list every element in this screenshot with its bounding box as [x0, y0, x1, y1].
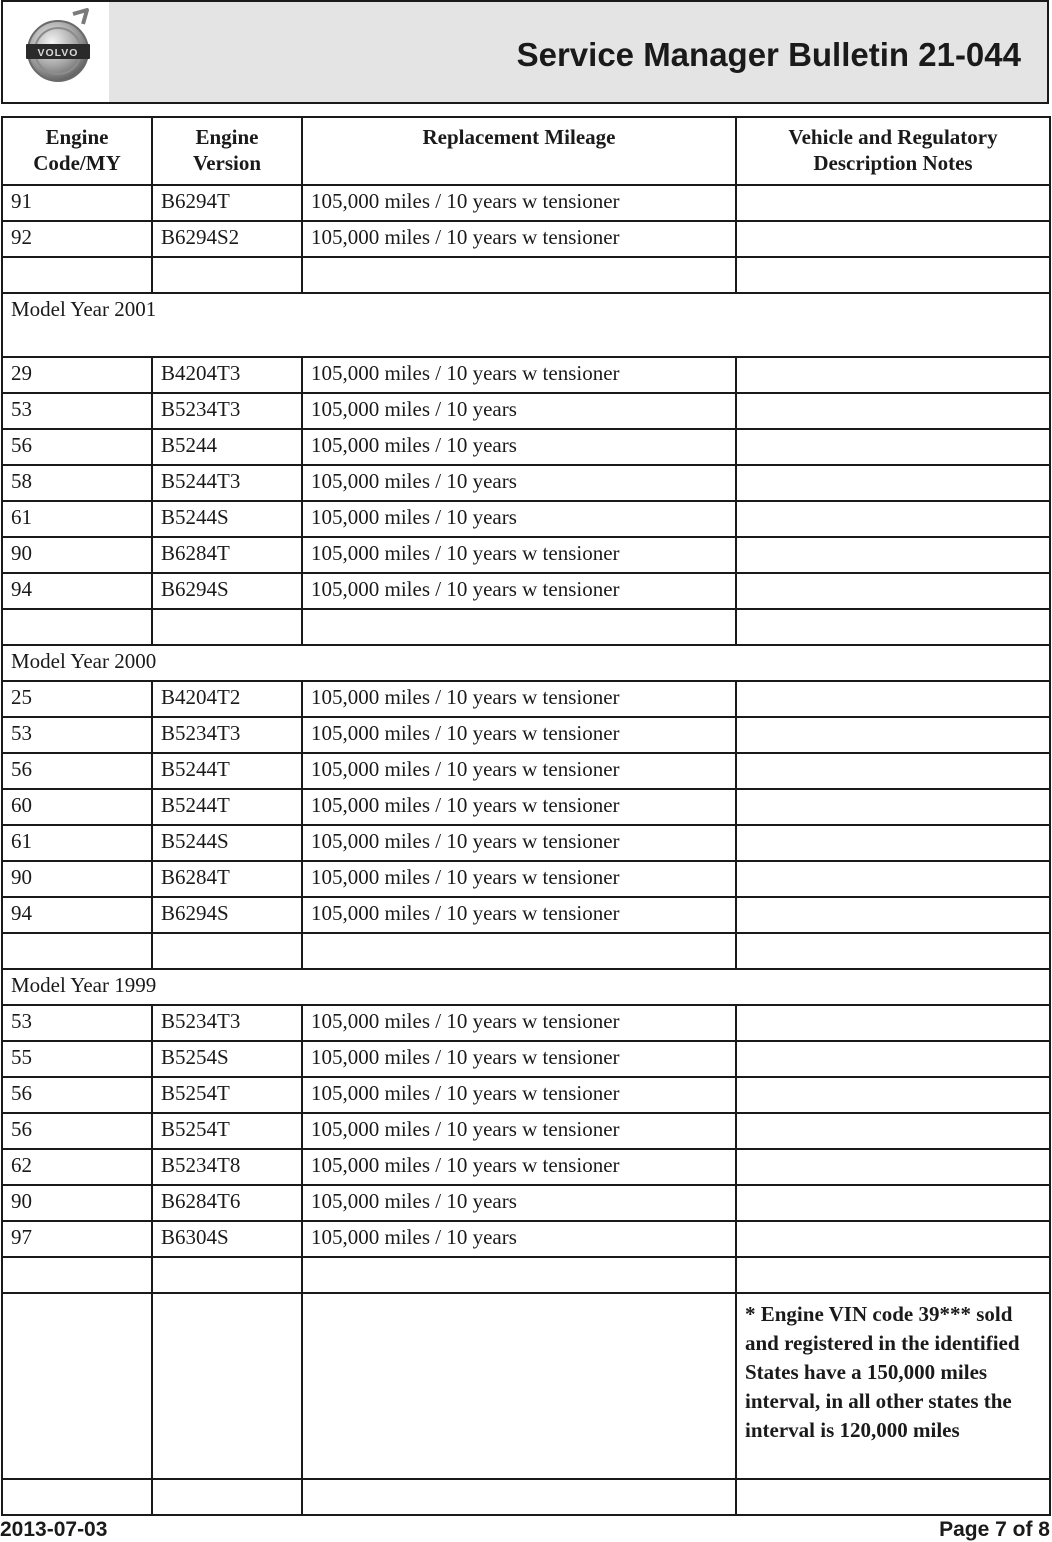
engine-version-cell: B5254T	[152, 1077, 302, 1113]
table-row	[2, 185, 1050, 221]
notes-cell	[736, 501, 1050, 537]
mileage-cell: 105,000 miles / 10 years w tensioner	[302, 1149, 736, 1185]
model-year-label: Model Year 1999	[2, 969, 1050, 1005]
table-row	[2, 1257, 1050, 1293]
engine-version-cell	[152, 933, 302, 969]
mileage-cell	[302, 609, 736, 645]
mileage-cell	[302, 1293, 736, 1479]
notes-cell	[736, 609, 1050, 645]
notes-cell	[736, 681, 1050, 717]
model-year-section-row	[2, 645, 1050, 681]
mileage-cell: 105,000 miles / 10 years w tensioner	[302, 861, 736, 897]
engine-code-cell: 94	[2, 897, 152, 933]
engine-version-cell: B5254S	[152, 1041, 302, 1077]
engine-code-cell: 90	[2, 1185, 152, 1221]
notes-cell	[736, 753, 1050, 789]
table-row	[2, 1185, 1050, 1221]
table-row	[2, 1221, 1050, 1257]
replacement-mileage-table	[1, 116, 1051, 1516]
engine-code-cell	[2, 933, 152, 969]
note-row	[2, 1293, 1050, 1479]
table-row	[2, 429, 1050, 465]
engine-code-cell: 97	[2, 1221, 152, 1257]
notes-cell	[736, 1257, 1050, 1293]
notes-cell	[736, 573, 1050, 609]
engine-version-cell: B5254T	[152, 1113, 302, 1149]
table-row	[2, 393, 1050, 429]
engine-code-cell: 61	[2, 825, 152, 861]
notes-cell	[736, 1005, 1050, 1041]
engine-code-cell: 53	[2, 717, 152, 753]
mileage-cell: 105,000 miles / 10 years	[302, 465, 736, 501]
table-row	[2, 573, 1050, 609]
table-row	[2, 501, 1050, 537]
notes-cell	[736, 185, 1050, 221]
mileage-cell: 105,000 miles / 10 years w tensioner	[302, 537, 736, 573]
table-row	[2, 753, 1050, 789]
engine-version-cell: B6294T	[152, 185, 302, 221]
notes-cell	[736, 357, 1050, 393]
model-year-section-row	[2, 969, 1050, 1005]
bulletin-title: Service Manager Bulletin 21-044	[516, 36, 1021, 73]
table-header-row	[2, 117, 1050, 185]
footnote-text: * Engine VIN code 39*** sold and registered in the identified States have a 150,000 miles interval, in all other states the interval is 120,000 miles	[745, 1302, 1020, 1442]
table-row	[2, 221, 1050, 257]
engine-version-cell	[152, 1293, 302, 1479]
engine-code-cell: 62	[2, 1149, 152, 1185]
header-notes: Vehicle and Regulatory Description Notes	[736, 117, 1050, 185]
table-row	[2, 825, 1050, 861]
mileage-cell: 105,000 miles / 10 years w tensioner	[302, 1005, 736, 1041]
engine-version-cell: B5234T3	[152, 717, 302, 753]
table-row	[2, 681, 1050, 717]
engine-code-cell: 56	[2, 1077, 152, 1113]
notes-cell	[736, 1185, 1050, 1221]
mileage-cell: 105,000 miles / 10 years w tensioner	[302, 185, 736, 221]
mileage-cell: 105,000 miles / 10 years	[302, 1185, 736, 1221]
engine-version-cell: B6284T6	[152, 1185, 302, 1221]
table-row	[2, 1005, 1050, 1041]
engine-version-cell: B4204T2	[152, 681, 302, 717]
engine-code-cell: 92	[2, 221, 152, 257]
notes-cell	[736, 1479, 1050, 1515]
header-engine-version: Engine Version	[152, 117, 302, 185]
mileage-cell	[302, 1479, 736, 1515]
mileage-cell: 105,000 miles / 10 years w tensioner	[302, 825, 736, 861]
notes-cell	[736, 825, 1050, 861]
engine-code-cell: 53	[2, 1005, 152, 1041]
notes-cell	[736, 1077, 1050, 1113]
table-row	[2, 933, 1050, 969]
mileage-cell: 105,000 miles / 10 years w tensioner	[302, 681, 736, 717]
logo-text: VOLVO	[37, 47, 79, 59]
footer-date: 2013-07-03	[0, 1518, 108, 1541]
footer-page-number: Page 7 of 8	[939, 1518, 1050, 1541]
engine-version-cell	[152, 257, 302, 293]
engine-version-cell: B5244T	[152, 753, 302, 789]
engine-code-cell: 29	[2, 357, 152, 393]
mileage-cell: 105,000 miles / 10 years w tensioner	[302, 753, 736, 789]
engine-version-cell: B5234T3	[152, 1005, 302, 1041]
engine-code-cell	[2, 1257, 152, 1293]
engine-code-cell: 91	[2, 185, 152, 221]
mileage-cell: 105,000 miles / 10 years w tensioner	[302, 717, 736, 753]
notes-cell	[736, 1149, 1050, 1185]
engine-version-cell: B5234T8	[152, 1149, 302, 1185]
table-row	[2, 465, 1050, 501]
notes-cell	[736, 1041, 1050, 1077]
table-row	[2, 1077, 1050, 1113]
notes-cell	[736, 933, 1050, 969]
table-row	[2, 357, 1050, 393]
mileage-cell	[302, 1257, 736, 1293]
table-row	[2, 257, 1050, 293]
header-replacement-mileage: Replacement Mileage	[302, 117, 736, 185]
mileage-cell: 105,000 miles / 10 years w tensioner	[302, 1041, 736, 1077]
table-body	[2, 185, 1050, 1515]
engine-version-cell: B5244S	[152, 825, 302, 861]
engine-version-cell	[152, 609, 302, 645]
mileage-cell	[302, 257, 736, 293]
table-row	[2, 717, 1050, 753]
engine-code-cell: 58	[2, 465, 152, 501]
title-area	[109, 2, 1047, 102]
mileage-cell: 105,000 miles / 10 years w tensioner	[302, 789, 736, 825]
mileage-cell: 105,000 miles / 10 years w tensioner	[302, 1113, 736, 1149]
notes-cell	[736, 221, 1050, 257]
engine-version-cell: B5244T3	[152, 465, 302, 501]
engine-version-cell: B6294S2	[152, 221, 302, 257]
engine-version-cell: B5244	[152, 429, 302, 465]
mileage-cell: 105,000 miles / 10 years w tensioner	[302, 897, 736, 933]
table-row	[2, 1149, 1050, 1185]
mileage-cell: 105,000 miles / 10 years w tensioner	[302, 357, 736, 393]
engine-code-cell: 60	[2, 789, 152, 825]
notes-cell	[736, 1113, 1050, 1149]
engine-code-cell: 55	[2, 1041, 152, 1077]
notes-cell	[736, 465, 1050, 501]
mileage-cell: 105,000 miles / 10 years	[302, 1221, 736, 1257]
engine-version-cell: B5234T3	[152, 393, 302, 429]
engine-code-cell	[2, 609, 152, 645]
notes-cell	[736, 717, 1050, 753]
engine-code-cell: 56	[2, 753, 152, 789]
engine-version-cell	[152, 1257, 302, 1293]
table-row	[2, 1479, 1050, 1515]
engine-code-cell	[2, 1479, 152, 1515]
engine-version-cell: B6294S	[152, 897, 302, 933]
notes-cell	[736, 789, 1050, 825]
engine-version-cell: B4204T3	[152, 357, 302, 393]
notes-cell	[736, 257, 1050, 293]
engine-code-cell	[2, 1293, 152, 1479]
logo-area	[3, 2, 109, 102]
engine-version-cell: B5244T	[152, 789, 302, 825]
engine-version-cell: B6304S	[152, 1221, 302, 1257]
bulletin-header	[1, 0, 1049, 104]
notes-cell	[736, 393, 1050, 429]
table-row	[2, 1113, 1050, 1149]
notes-cell	[736, 897, 1050, 933]
engine-code-cell: 94	[2, 573, 152, 609]
mileage-cell: 105,000 miles / 10 years	[302, 429, 736, 465]
model-year-section-row	[2, 293, 1050, 357]
engine-version-cell: B6294S	[152, 573, 302, 609]
table-row	[2, 897, 1050, 933]
table-row	[2, 861, 1050, 897]
engine-version-cell: B6284T	[152, 861, 302, 897]
table-row	[2, 537, 1050, 573]
table-row	[2, 1041, 1050, 1077]
volvo-logo-icon	[3, 2, 109, 102]
engine-code-cell: 56	[2, 429, 152, 465]
engine-code-cell: 25	[2, 681, 152, 717]
notes-cell	[736, 1293, 1050, 1479]
engine-version-cell: B6284T	[152, 537, 302, 573]
mileage-cell: 105,000 miles / 10 years	[302, 393, 736, 429]
table-row	[2, 789, 1050, 825]
notes-cell	[736, 1221, 1050, 1257]
engine-code-cell: 53	[2, 393, 152, 429]
mileage-cell: 105,000 miles / 10 years w tensioner	[302, 573, 736, 609]
engine-code-cell: 90	[2, 537, 152, 573]
mileage-cell: 105,000 miles / 10 years w tensioner	[302, 1077, 736, 1113]
engine-version-cell	[152, 1479, 302, 1515]
mileage-cell	[302, 933, 736, 969]
header-engine-code: Engine Code/MY	[2, 117, 152, 185]
notes-cell	[736, 429, 1050, 465]
notes-cell	[736, 537, 1050, 573]
mileage-cell: 105,000 miles / 10 years w tensioner	[302, 221, 736, 257]
model-year-label: Model Year 2001	[2, 293, 1050, 357]
engine-version-cell: B5244S	[152, 501, 302, 537]
model-year-label: Model Year 2000	[2, 645, 1050, 681]
mileage-cell: 105,000 miles / 10 years	[302, 501, 736, 537]
engine-code-cell	[2, 257, 152, 293]
engine-code-cell: 56	[2, 1113, 152, 1149]
engine-code-cell: 61	[2, 501, 152, 537]
notes-cell	[736, 861, 1050, 897]
table-row	[2, 609, 1050, 645]
engine-code-cell: 90	[2, 861, 152, 897]
